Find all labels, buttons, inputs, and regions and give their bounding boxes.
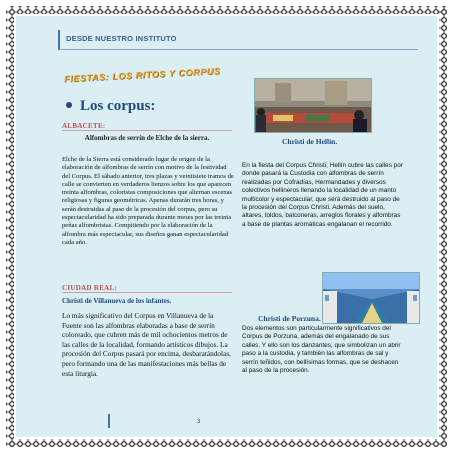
porzuna-photo bbox=[322, 272, 420, 324]
bullet-icon bbox=[66, 102, 72, 108]
wordart-title: FIESTAS: LOS RITOS Y CORPUS bbox=[63, 65, 221, 85]
ciudad-real-body: Lo más significativo del Corpus en Villanueva de la Fuente son las alfombras elaboradas a base de serrín coloreado, que cubren más de mil ochocientos metros de las calles de la localidad, formando artísticos dibujos. La procesión del Corpus pasará por encima, desbaratándolas, pero formando una de las manifestaciones más bellas de esta liturgia. bbox=[62, 311, 231, 378]
porzuna-body: Dos elementos son particularmente significativos del Corpus de Porzuna, además del engalanado de sus calles. Y ello son los danzantes, que simbolizan un abrir paso a la custodia, y también las alfombras de sal y serrín teñidos, con bellísimas formas, que se deshacen al paso de la procesión. bbox=[242, 325, 401, 375]
region-ciudad-real: CIUDAD REAL: bbox=[62, 284, 118, 292]
porzuna-caption: Christi de Porzuna. bbox=[258, 314, 321, 323]
hellin-body: En la fiesta del Corpus Christi, Hellín cubre las calles por donde pasará la Custodia con alfombras de serrín realizadas por Cofradías, Hermandades y diversos colectivos hellineros llenando la localidad de un manto multicolor y espectacular, que será destruido al paso de la procesión del Corpus Christi. Además del suelo, altares, toldos, balconeras, arreglos florales y alfombras a base de plantas aromáticas engalanan el recorrido. bbox=[242, 162, 403, 228]
page-number: 3 bbox=[197, 419, 201, 425]
region-albacete: ALBACETE: bbox=[62, 122, 106, 130]
albacete-subhead: Alfombras de serrín de Elche de la sierra. bbox=[84, 134, 210, 142]
region-rule bbox=[62, 130, 232, 131]
institute-header: DESDE NUESTRO INSTITUTO bbox=[66, 34, 177, 43]
header-bar bbox=[58, 30, 418, 50]
hellin-caption: Christi de Hellín. bbox=[282, 137, 338, 146]
ciudad-real-subhead: Christi de Villanueva de los infantes. bbox=[62, 297, 172, 305]
albacete-body: Elche de la Sierra está considerado lugar de origen de la elaboración de alfombras de serrín con motivo de la festividad del Corpus. El sábado anterior, tres plazas y veintisiete tramos de calle se convierten en verdaderos lienzos sobre los que aparecen treinta alfombras, coloristas composiciones que alternan escenas religiosas y figuras geométricas. Apenas durarán tres horas, y serán destruidas al paso de la procesión del corpus, pero su espectacularidad ha sido preparada durante meses por las treinta peñas alfombristas. Compitiendo por la elaboración de la alfombra más espectacular, sus diseños ganan espectacularidad cada año. bbox=[62, 156, 234, 246]
footer-bar bbox=[108, 414, 110, 428]
section-title: Los corpus: bbox=[80, 98, 156, 114]
hellin-photo bbox=[254, 78, 372, 133]
region-rule bbox=[62, 292, 232, 293]
